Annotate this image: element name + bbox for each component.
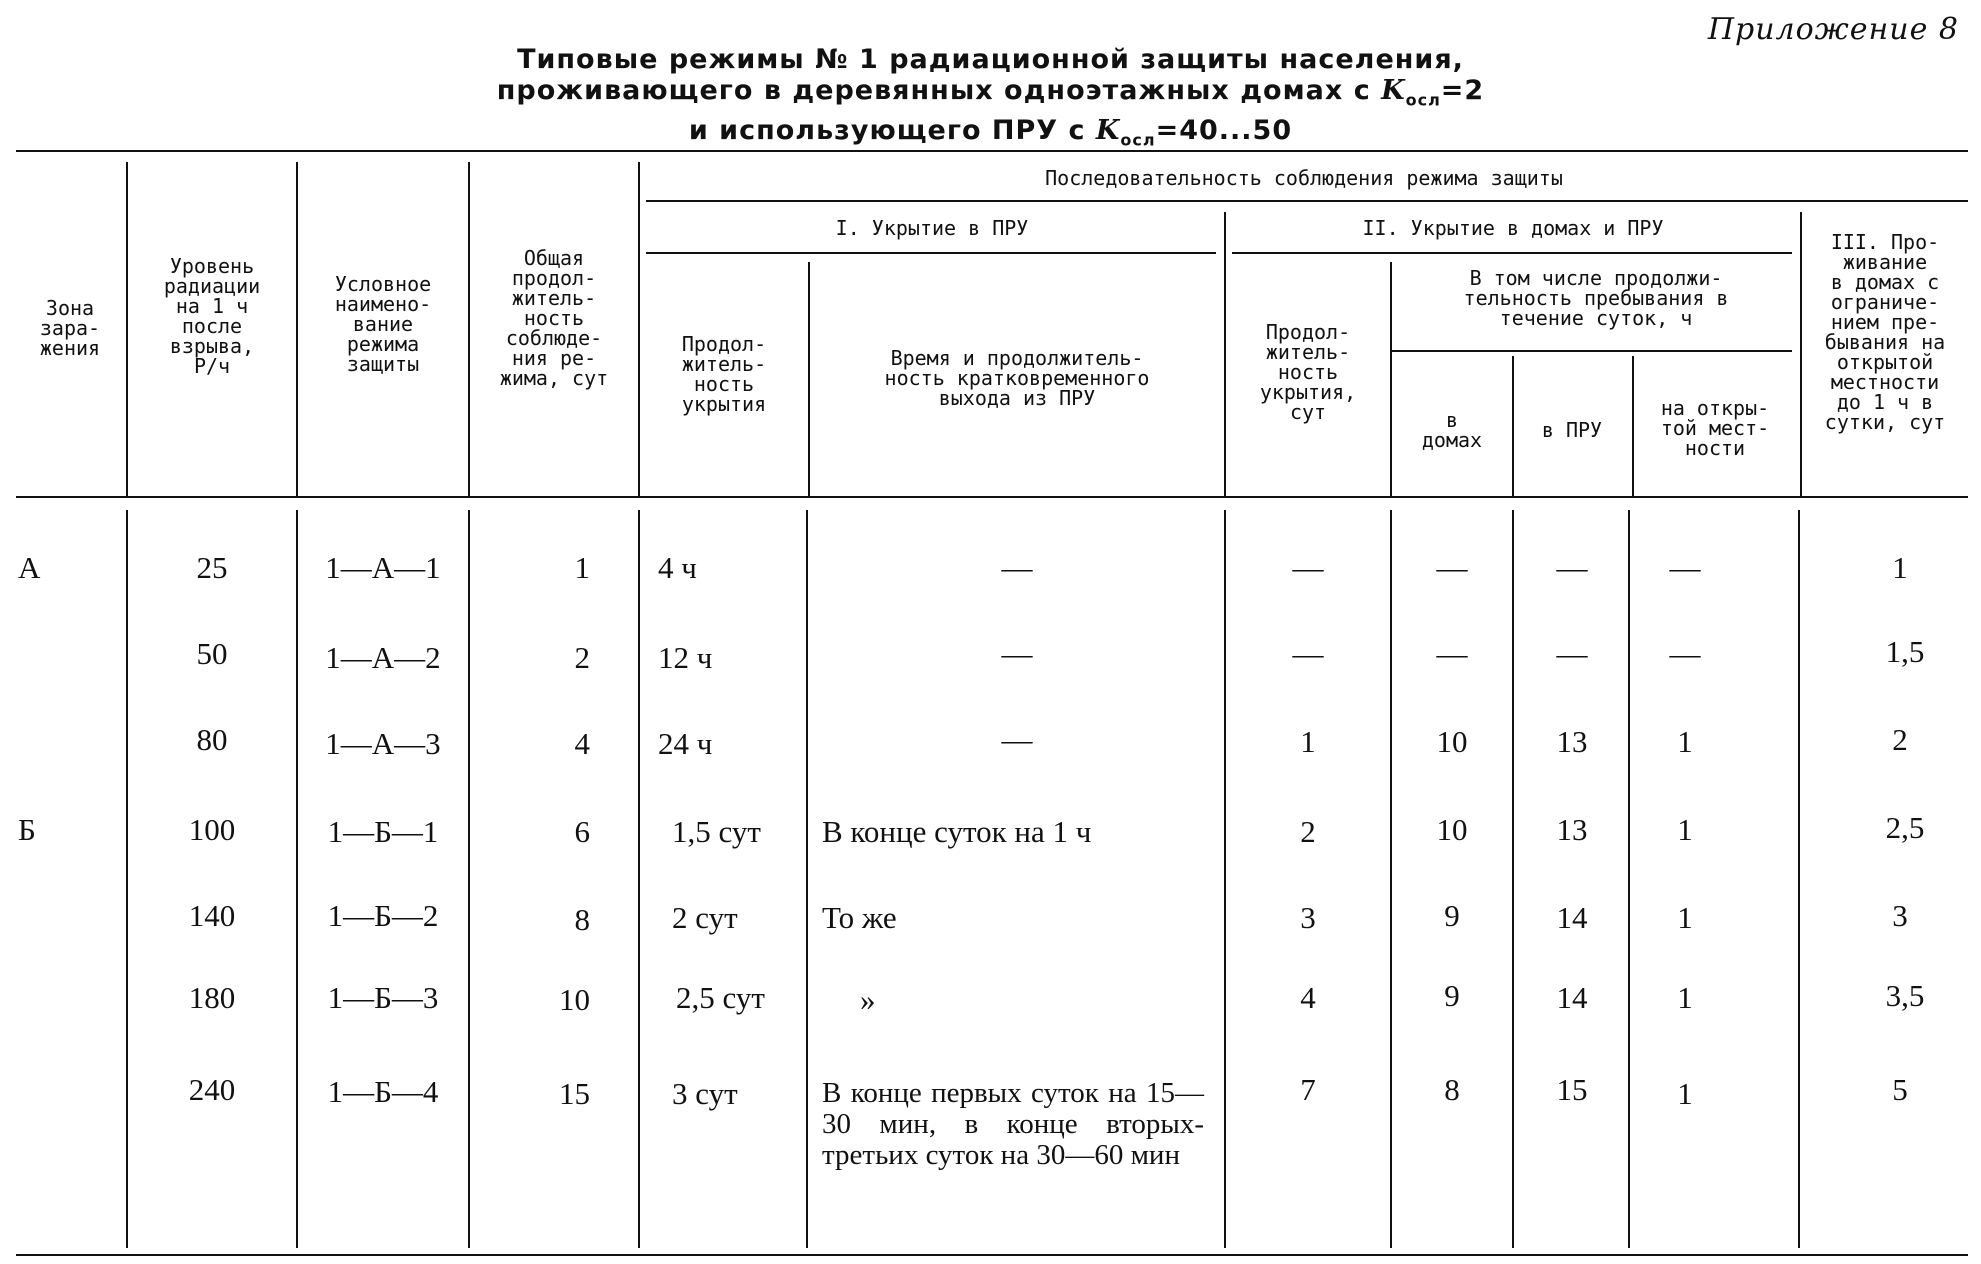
body-divider-4 xyxy=(638,510,640,1248)
header-stage2-pru: в ПРУ xyxy=(1541,418,1603,442)
cell-pru: 13 xyxy=(1556,724,1588,759)
cell-level: 25 xyxy=(196,550,228,585)
cell-name: 1—Б—3 xyxy=(327,980,439,1015)
header-stage2-including: В том числе продолжи- тельность пребывания в течение суток, ч xyxy=(1463,266,1729,330)
body-divider-5 xyxy=(806,510,808,1248)
cell-total: 8 xyxy=(574,902,590,937)
cell-stage2-duration: — xyxy=(1292,550,1324,585)
body-divider-7 xyxy=(1390,510,1392,1248)
cell-zone: А xyxy=(18,550,41,585)
header-total: Общая продол- житель- ность соблюде- ния ре- жима, сут xyxy=(499,246,609,390)
cell-stage2-duration: 7 xyxy=(1300,1072,1316,1107)
cell-homes: 8 xyxy=(1444,1072,1460,1107)
cell-stage1-exit: В конце первых суток на 15—30 мин, в конце вторых-третьих суток на 30—60 мин xyxy=(822,1077,1204,1171)
cell-total: 6 xyxy=(574,814,590,849)
header-stage2-open: на откры- той мест- ности xyxy=(1660,396,1770,460)
cell-stage3: 2 xyxy=(1892,722,1908,757)
cell-homes: 9 xyxy=(1444,978,1460,1013)
cell-pru: 15 xyxy=(1556,1072,1588,1107)
body-divider-10 xyxy=(1798,510,1800,1248)
cell-homes: 10 xyxy=(1436,724,1468,759)
cell-level: 100 xyxy=(188,812,236,847)
page-title xyxy=(0,44,1981,156)
header-divider-4 xyxy=(638,162,640,496)
cell-stage1-duration: 3 сут xyxy=(672,1076,738,1111)
cell-stage1-exit: — xyxy=(1001,550,1033,585)
header-stage2-duration: Продол- житель- ность укрытия, сут xyxy=(1259,320,1357,424)
cell-pru: — xyxy=(1556,636,1588,671)
cell-stage1-exit: » xyxy=(860,982,876,1017)
including-rule xyxy=(1392,350,1792,352)
cell-name: 1—А—3 xyxy=(325,726,441,761)
stage2-rule xyxy=(1232,252,1792,254)
header-stage1: I. Укрытие в ПРУ xyxy=(835,216,1029,240)
cell-homes: — xyxy=(1436,550,1468,585)
cell-open: 1 xyxy=(1677,980,1693,1015)
cell-stage2-duration: — xyxy=(1292,636,1324,671)
cell-stage1-duration: 1,5 сут xyxy=(672,814,761,849)
cell-pru: — xyxy=(1556,550,1588,585)
cell-level: 180 xyxy=(188,980,236,1015)
cell-stage1-exit: — xyxy=(1001,636,1033,671)
header-bottom-rule xyxy=(16,496,1968,498)
cell-level: 80 xyxy=(196,722,228,757)
cell-stage3: 3,5 xyxy=(1885,978,1925,1013)
body-divider-8 xyxy=(1512,510,1514,1248)
cell-total: 4 xyxy=(574,726,590,761)
cell-stage1-exit: В конце суток на 1 ч xyxy=(822,814,1092,849)
cell-homes: 9 xyxy=(1444,898,1460,933)
body-divider-3 xyxy=(468,510,470,1248)
cell-open: 1 xyxy=(1677,1076,1693,1111)
title-line-1: Типовые режимы № 1 радиационной защиты населения, xyxy=(517,44,1464,75)
cell-stage3: 5 xyxy=(1892,1072,1908,1107)
header-stage1-exit: Время и продолжитель- ность кратковременного выхода из ПРУ xyxy=(884,346,1150,410)
cell-stage2-duration: 4 xyxy=(1300,980,1316,1015)
cell-stage1-duration: 4 ч xyxy=(658,550,697,585)
cell-open: — xyxy=(1669,550,1701,585)
cell-stage1-exit: — xyxy=(1001,722,1033,757)
cell-level: 140 xyxy=(188,898,236,933)
cell-name: 1—А—1 xyxy=(325,550,441,585)
header-level: Уровень радиации на 1 ч после взрыва, Р/ч xyxy=(163,254,261,378)
header-name: Условное наимено- вание режима защиты xyxy=(334,272,432,376)
cell-total: 1 xyxy=(574,550,590,585)
cell-total: 10 xyxy=(559,982,590,1017)
appendix-label: Приложение 8 xyxy=(1707,12,1959,47)
cell-open: 1 xyxy=(1677,900,1693,935)
header-zone: Зона зара- жения xyxy=(39,296,101,360)
stage1-rule xyxy=(646,252,1216,254)
cell-stage2-duration: 3 xyxy=(1300,900,1316,935)
header-stage1-duration: Продол- житель- ность укрытия xyxy=(681,332,767,416)
cell-level: 50 xyxy=(196,636,228,671)
cell-stage3: 2,5 xyxy=(1885,810,1925,845)
cell-stage2-duration: 2 xyxy=(1300,814,1316,849)
cell-zone: Б xyxy=(18,812,36,847)
title-line-2: проживающего в деревянных одноэтажных домах с $K_{осл}=2$ xyxy=(496,75,1485,110)
title-line-3: и использующего ПРУ с $K_{осл}=40...50$ xyxy=(688,115,1293,150)
cell-pru: 14 xyxy=(1556,900,1588,935)
cell-name: 1—Б—2 xyxy=(327,898,439,933)
body-divider-2 xyxy=(296,510,298,1248)
cell-name: 1—Б—1 xyxy=(327,814,439,849)
header-sequence: Последовательность соблюдения режима защиты xyxy=(1045,166,1563,190)
cell-stage1-duration: 2 сут xyxy=(672,900,738,935)
cell-stage1-duration: 12 ч xyxy=(658,640,713,675)
cell-open: 1 xyxy=(1677,812,1693,847)
header-stage2-homes: в домах xyxy=(1421,408,1483,452)
body-divider-9 xyxy=(1628,510,1630,1248)
cell-level: 240 xyxy=(188,1072,236,1107)
header-stage2: II. Укрытие в домах и ПРУ xyxy=(1362,216,1664,240)
header-stage3: III. Про- живание в домах с ограниче- нием пре- бывания на открытой местности до 1 ч в сутки, сут xyxy=(1824,230,1946,434)
table-top-rule xyxy=(16,150,1968,152)
cell-stage1-exit: То же xyxy=(822,900,897,935)
cell-stage3: 1,5 xyxy=(1885,634,1925,669)
cell-open: 1 xyxy=(1677,724,1693,759)
cell-name: 1—А—2 xyxy=(325,640,441,675)
cell-total: 15 xyxy=(559,1076,590,1111)
cell-stage2-duration: 1 xyxy=(1300,724,1316,759)
cell-stage1-duration: 2,5 сут xyxy=(676,980,765,1015)
cell-total: 2 xyxy=(574,640,590,675)
cell-name: 1—Б—4 xyxy=(327,1074,439,1109)
cell-pru: 14 xyxy=(1556,980,1588,1015)
cell-homes: — xyxy=(1436,636,1468,671)
cell-stage3: 3 xyxy=(1892,898,1908,933)
body-divider-1 xyxy=(126,510,128,1248)
cell-open: — xyxy=(1669,636,1701,671)
cell-stage3: 1 xyxy=(1892,550,1908,585)
cell-stage1-duration: 24 ч xyxy=(658,726,713,761)
cell-pru: 13 xyxy=(1556,812,1588,847)
body-divider-6 xyxy=(1224,510,1226,1248)
cell-homes: 10 xyxy=(1436,812,1468,847)
table-bottom-rule xyxy=(16,1254,1968,1256)
sequence-rule xyxy=(646,200,1968,202)
